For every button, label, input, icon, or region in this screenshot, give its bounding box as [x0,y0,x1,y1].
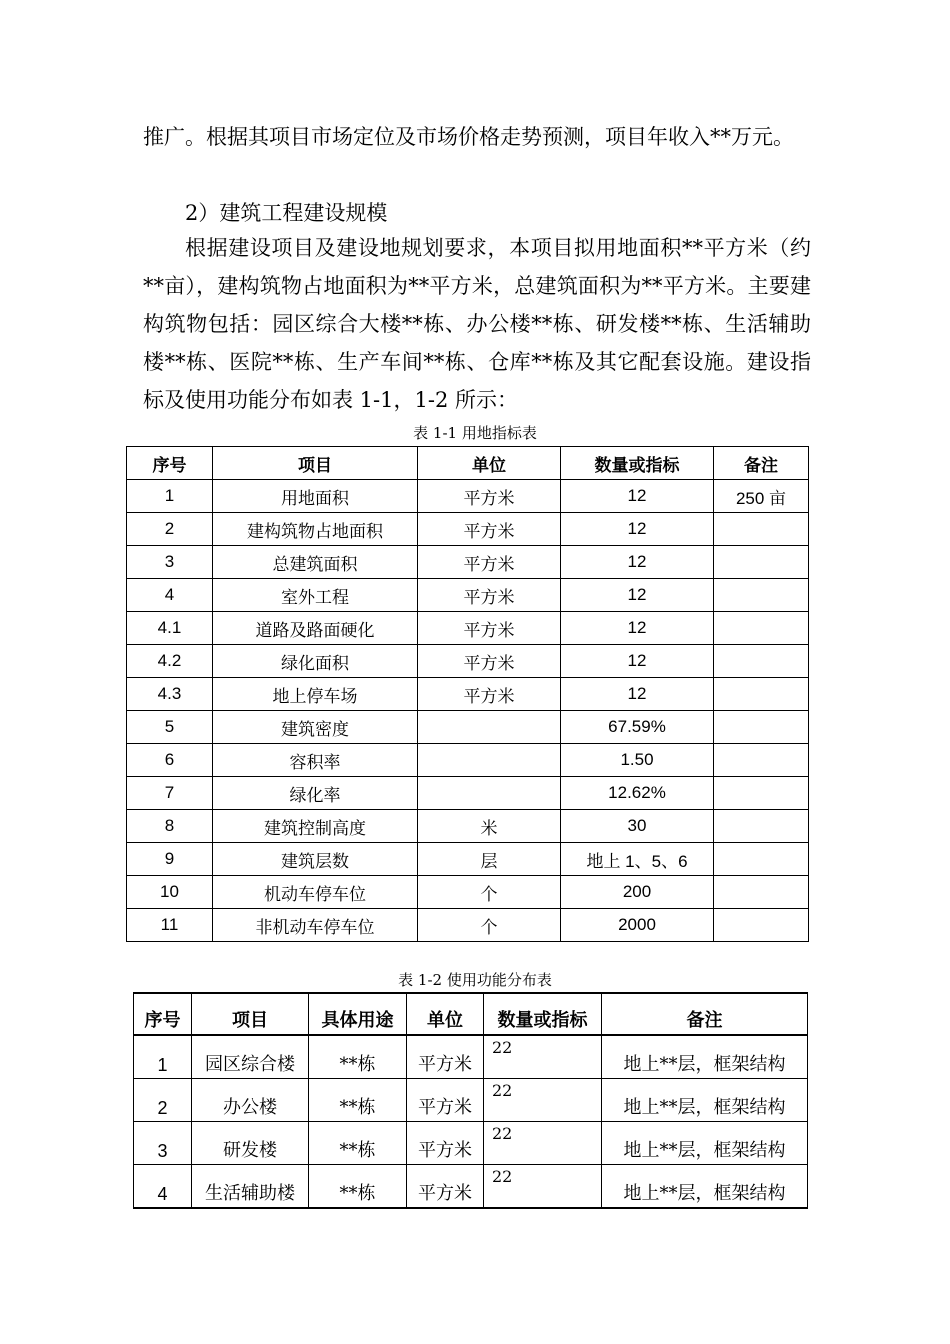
table-cell-item: 机动车停车位 [213,876,418,909]
table2-caption: 表 1-2 使用功能分布表 [398,971,552,989]
table-cell-item: 办公楼 [192,1079,309,1122]
table-row [127,744,809,777]
table-cell-remark [714,645,809,678]
table-cell-unit: 平方米 [418,480,561,513]
table-cell-remark: 地上**层，框架结构 [602,1035,808,1079]
table-cell-quantity: 1.50 [561,744,714,777]
table2-header-item: 项目 [192,993,309,1035]
function-distribution-table [133,992,808,1209]
table-cell-quantity: 67.59% [561,711,714,744]
table-cell-quantity: 12 [561,612,714,645]
table-cell-index: 4.2 [127,645,213,678]
table-cell-index: 1 [134,1035,192,1079]
table1-header-item: 项目 [213,447,418,480]
table-cell-index: 9 [127,843,213,876]
table-cell-unit [418,744,561,777]
table-cell-unit: 个 [418,876,561,909]
table-cell-quantity: 22 [484,1165,602,1209]
table-cell-remark [714,612,809,645]
table-cell-remark [714,513,809,546]
table-cell-remark [714,843,809,876]
table-cell-item: 建筑层数 [213,843,418,876]
table-cell-index: 3 [134,1122,192,1165]
table-cell-purpose: **栋 [309,1122,407,1165]
table-cell-unit: 米 [418,810,561,843]
table-cell-quantity: 22 [484,1035,602,1079]
table1-header-row [127,447,809,480]
table-cell-remark: 地上**层，框架结构 [602,1122,808,1165]
table-cell-remark [714,579,809,612]
table-cell-quantity: 12.62% [561,777,714,810]
table-cell-index: 6 [127,744,213,777]
table-cell-index: 1 [127,480,213,513]
table-cell-unit: 平方米 [418,678,561,711]
table-row [127,810,809,843]
table1-header-index: 序号 [127,447,213,480]
table2-header-purpose: 具体用途 [309,993,407,1035]
table-cell-index: 8 [127,810,213,843]
table-cell-item: 总建筑面积 [213,546,418,579]
table-cell-purpose: **栋 [309,1035,407,1079]
table-cell-purpose: **栋 [309,1165,407,1209]
table-cell-remark [714,909,809,942]
table-cell-unit: 平方米 [418,645,561,678]
table-cell-index: 7 [127,777,213,810]
table-cell-index: 4 [134,1165,192,1209]
table-cell-unit [418,711,561,744]
paragraph-scale-text: 根据建设项目及建设地规划要求，本项目拟用地面积**平方米（约**亩），建构筑物占地面积为**平方米，总建筑面积为**平方米。主要建构筑物包括：园区综合大楼**栋、办公楼**栋、研发楼**栋、生活辅助楼**栋、医院**栋、生产车间**栋、仓库**栋及其它配套设施。建设指标及使用功能分布如表 1-1，1-2 所示： [143,236,811,412]
table2-header-row [134,993,808,1035]
table-cell-remark [714,744,809,777]
table-row [127,678,809,711]
table-cell-unit: 层 [418,843,561,876]
table1-caption: 表 1-1 用地指标表 [413,424,537,442]
table-cell-quantity: 12 [561,579,714,612]
table-row [127,480,809,513]
table-cell-quantity: 22 [484,1079,602,1122]
table-row [134,1079,808,1122]
table-cell-unit: 平方米 [418,579,561,612]
table-cell-quantity: 200 [561,876,714,909]
table-cell-index: 4.1 [127,612,213,645]
table-cell-index: 4.3 [127,678,213,711]
table-row [127,876,809,909]
table-row [127,909,809,942]
table-cell-item: 研发楼 [192,1122,309,1165]
table-row [127,777,809,810]
table2-header-unit: 单位 [407,993,484,1035]
table-cell-remark: 250 亩 [714,480,809,513]
table-cell-unit: 个 [418,909,561,942]
table-cell-index: 10 [127,876,213,909]
table-cell-remark [714,678,809,711]
table-row [127,843,809,876]
table-cell-remark [714,546,809,579]
table-cell-remark: 地上**层，框架结构 [602,1079,808,1122]
table-cell-item: 绿化率 [213,777,418,810]
table-cell-quantity: 12 [561,645,714,678]
table-row [127,513,809,546]
table-cell-item: 容积率 [213,744,418,777]
table-cell-quantity: 2000 [561,909,714,942]
table1-header-unit: 单位 [418,447,561,480]
table-cell-purpose: **栋 [309,1079,407,1122]
table-cell-item: 生活辅助楼 [192,1165,309,1209]
table-cell-unit: 平方米 [418,612,561,645]
table-row [134,1165,808,1209]
table-cell-quantity: 12 [561,513,714,546]
table-row [127,645,809,678]
table-row [127,546,809,579]
table-cell-remark [714,810,809,843]
table-cell-remark [714,876,809,909]
table-cell-item: 室外工程 [213,579,418,612]
table2-header-remark: 备注 [602,993,808,1035]
paragraph-scale-description [143,229,811,419]
table-cell-item: 建构筑物占地面积 [213,513,418,546]
land-use-index-table [126,446,809,942]
table-row [134,1035,808,1079]
table-cell-unit: 平方米 [418,513,561,546]
table-cell-item: 用地面积 [213,480,418,513]
table-cell-unit: 平方米 [407,1079,484,1122]
table-cell-unit [418,777,561,810]
table-cell-index: 5 [127,711,213,744]
table-row [134,1122,808,1165]
section-heading-text: 2）建筑工程建设规模 [185,201,388,225]
table2-header-quantity: 数量或指标 [484,993,602,1035]
table-cell-unit: 平方米 [407,1122,484,1165]
table-cell-item: 地上停车场 [213,678,418,711]
table-cell-quantity: 22 [484,1122,602,1165]
table-cell-quantity: 30 [561,810,714,843]
table-cell-item: 道路及路面硬化 [213,612,418,645]
table2-header-index: 序号 [134,993,192,1035]
paragraph-revenue: 推广。根据其项目市场定位及市场价格走势预测，项目年收入**万元。 [143,125,794,149]
table-cell-index: 11 [127,909,213,942]
table1-header-quantity: 数量或指标 [561,447,714,480]
table-cell-index: 4 [127,579,213,612]
table-cell-item: 非机动车停车位 [213,909,418,942]
table-cell-unit: 平方米 [407,1035,484,1079]
table-row [127,711,809,744]
table-cell-quantity: 12 [561,480,714,513]
table-cell-item: 建筑密度 [213,711,418,744]
table-cell-item: 园区综合楼 [192,1035,309,1079]
table-cell-quantity: 12 [561,678,714,711]
table-cell-item: 绿化面积 [213,645,418,678]
table-cell-unit: 平方米 [407,1165,484,1209]
table-row [127,612,809,645]
table1-header-remark: 备注 [714,447,809,480]
table-cell-remark [714,777,809,810]
table-cell-remark: 地上**层，框架结构 [602,1165,808,1209]
table-cell-quantity: 地上 1、5、6 [561,843,714,876]
table-cell-unit: 平方米 [418,546,561,579]
table-cell-index: 3 [127,546,213,579]
table-cell-index: 2 [134,1079,192,1122]
table-cell-index: 2 [127,513,213,546]
table-cell-remark [714,711,809,744]
table-cell-item: 建筑控制高度 [213,810,418,843]
section-heading-scale [143,194,811,232]
table-cell-quantity: 12 [561,546,714,579]
table-row [127,579,809,612]
